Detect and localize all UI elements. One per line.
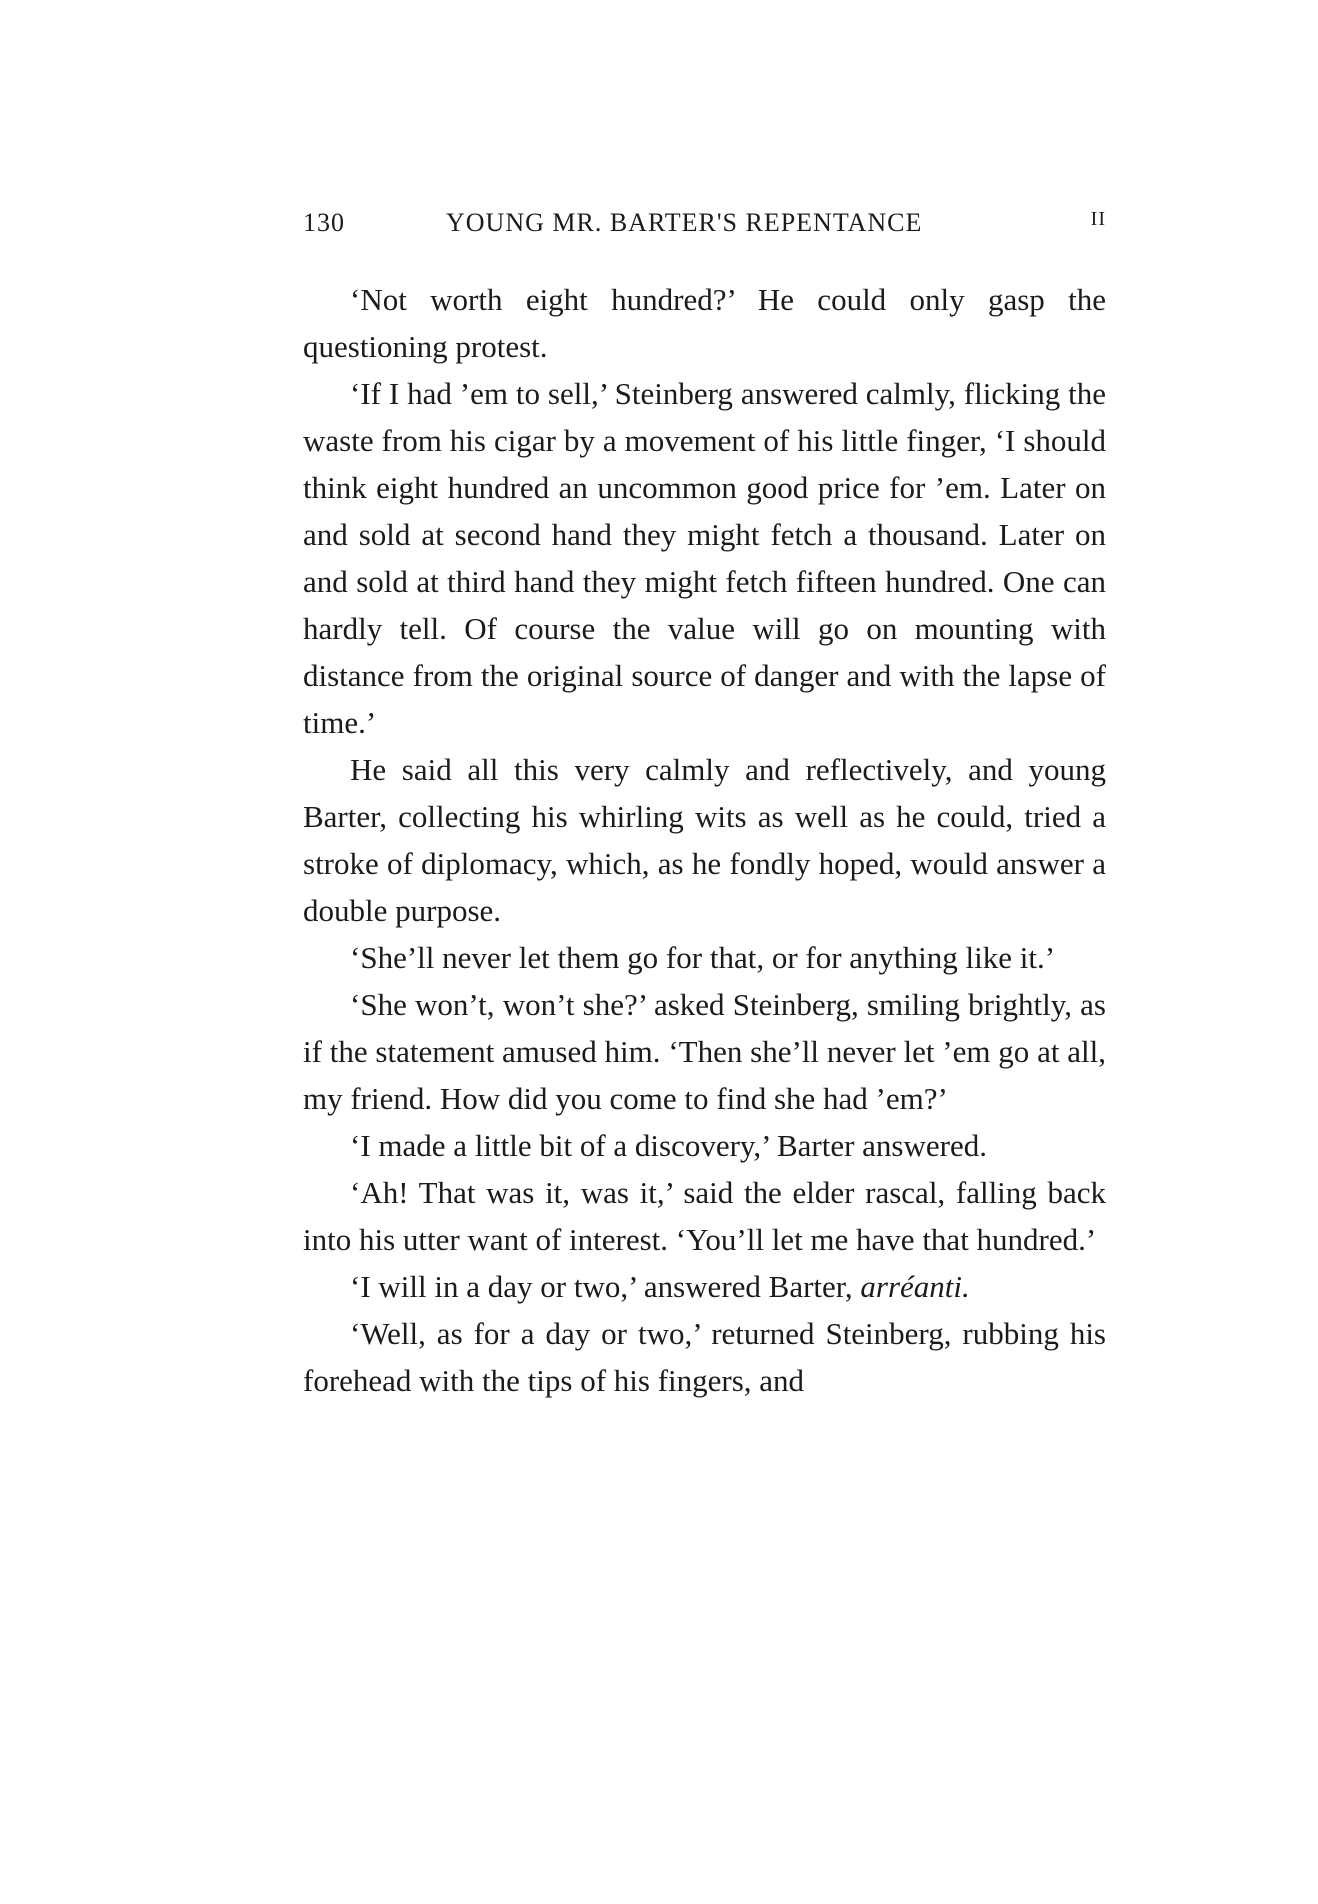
page-number: 130 — [303, 208, 345, 237]
paragraph: He said all this very calmly and reflectively, and young Barter, collecting his whirling wits as well as he could, tried a stroke of diplomacy, which, as he fondly hoped, would answer a double purpose. — [303, 752, 1106, 928]
paragraph — [303, 1263, 1106, 1310]
paragraph: ‘If I had ’em to sell,’ Steinberg answered calmly, flicking the waste from his cigar by a movement of his little finger, ‘I should think eight hundred an uncommon good price for ’em. Later on and sold at second hand they might fetch a thousand. Later on and sold at third hand they might fetch fifteen hundred. One can hardly tell. Of course the value will go on mounting with distance from the original source of danger and with the lapse of time.’ — [303, 376, 1106, 740]
italic-word: arréanti. — [860, 1269, 970, 1304]
paragraph: ‘She’ll never let them go for that, or for anything like it.’ — [350, 940, 1056, 975]
paragraph: ‘Ah! That was it, was it,’ said the elder rascal, falling back into his utter want of interest. ‘You’ll let me have that hundred.’ — [303, 1175, 1106, 1257]
paragraph: ‘Well, as for a day or two,’ returned Steinberg, rubbing his forehead with the tips of his fingers, and — [303, 1316, 1106, 1398]
running-header — [303, 208, 1106, 244]
paragraph: ‘I made a little bit of a discovery,’ Barter answered. — [350, 1128, 987, 1163]
paragraph-text: ‘I will in a day or two,’ answered Barter, — [350, 1269, 861, 1304]
running-title: YOUNG MR. BARTER'S REPENTANCE — [446, 208, 923, 237]
paragraph: ‘She won’t, won’t she?’ asked Steinberg, smiling brightly, as if the statement amused him. ‘Then she’ll never let ’em go at all, my friend. How did you come to find she had ’em?’ — [303, 987, 1106, 1116]
paragraph: ‘Not worth eight hundred?’ He could only gasp the questioning protest. — [303, 282, 1106, 364]
body-text — [303, 276, 1106, 1404]
section-number: II — [1090, 208, 1106, 230]
